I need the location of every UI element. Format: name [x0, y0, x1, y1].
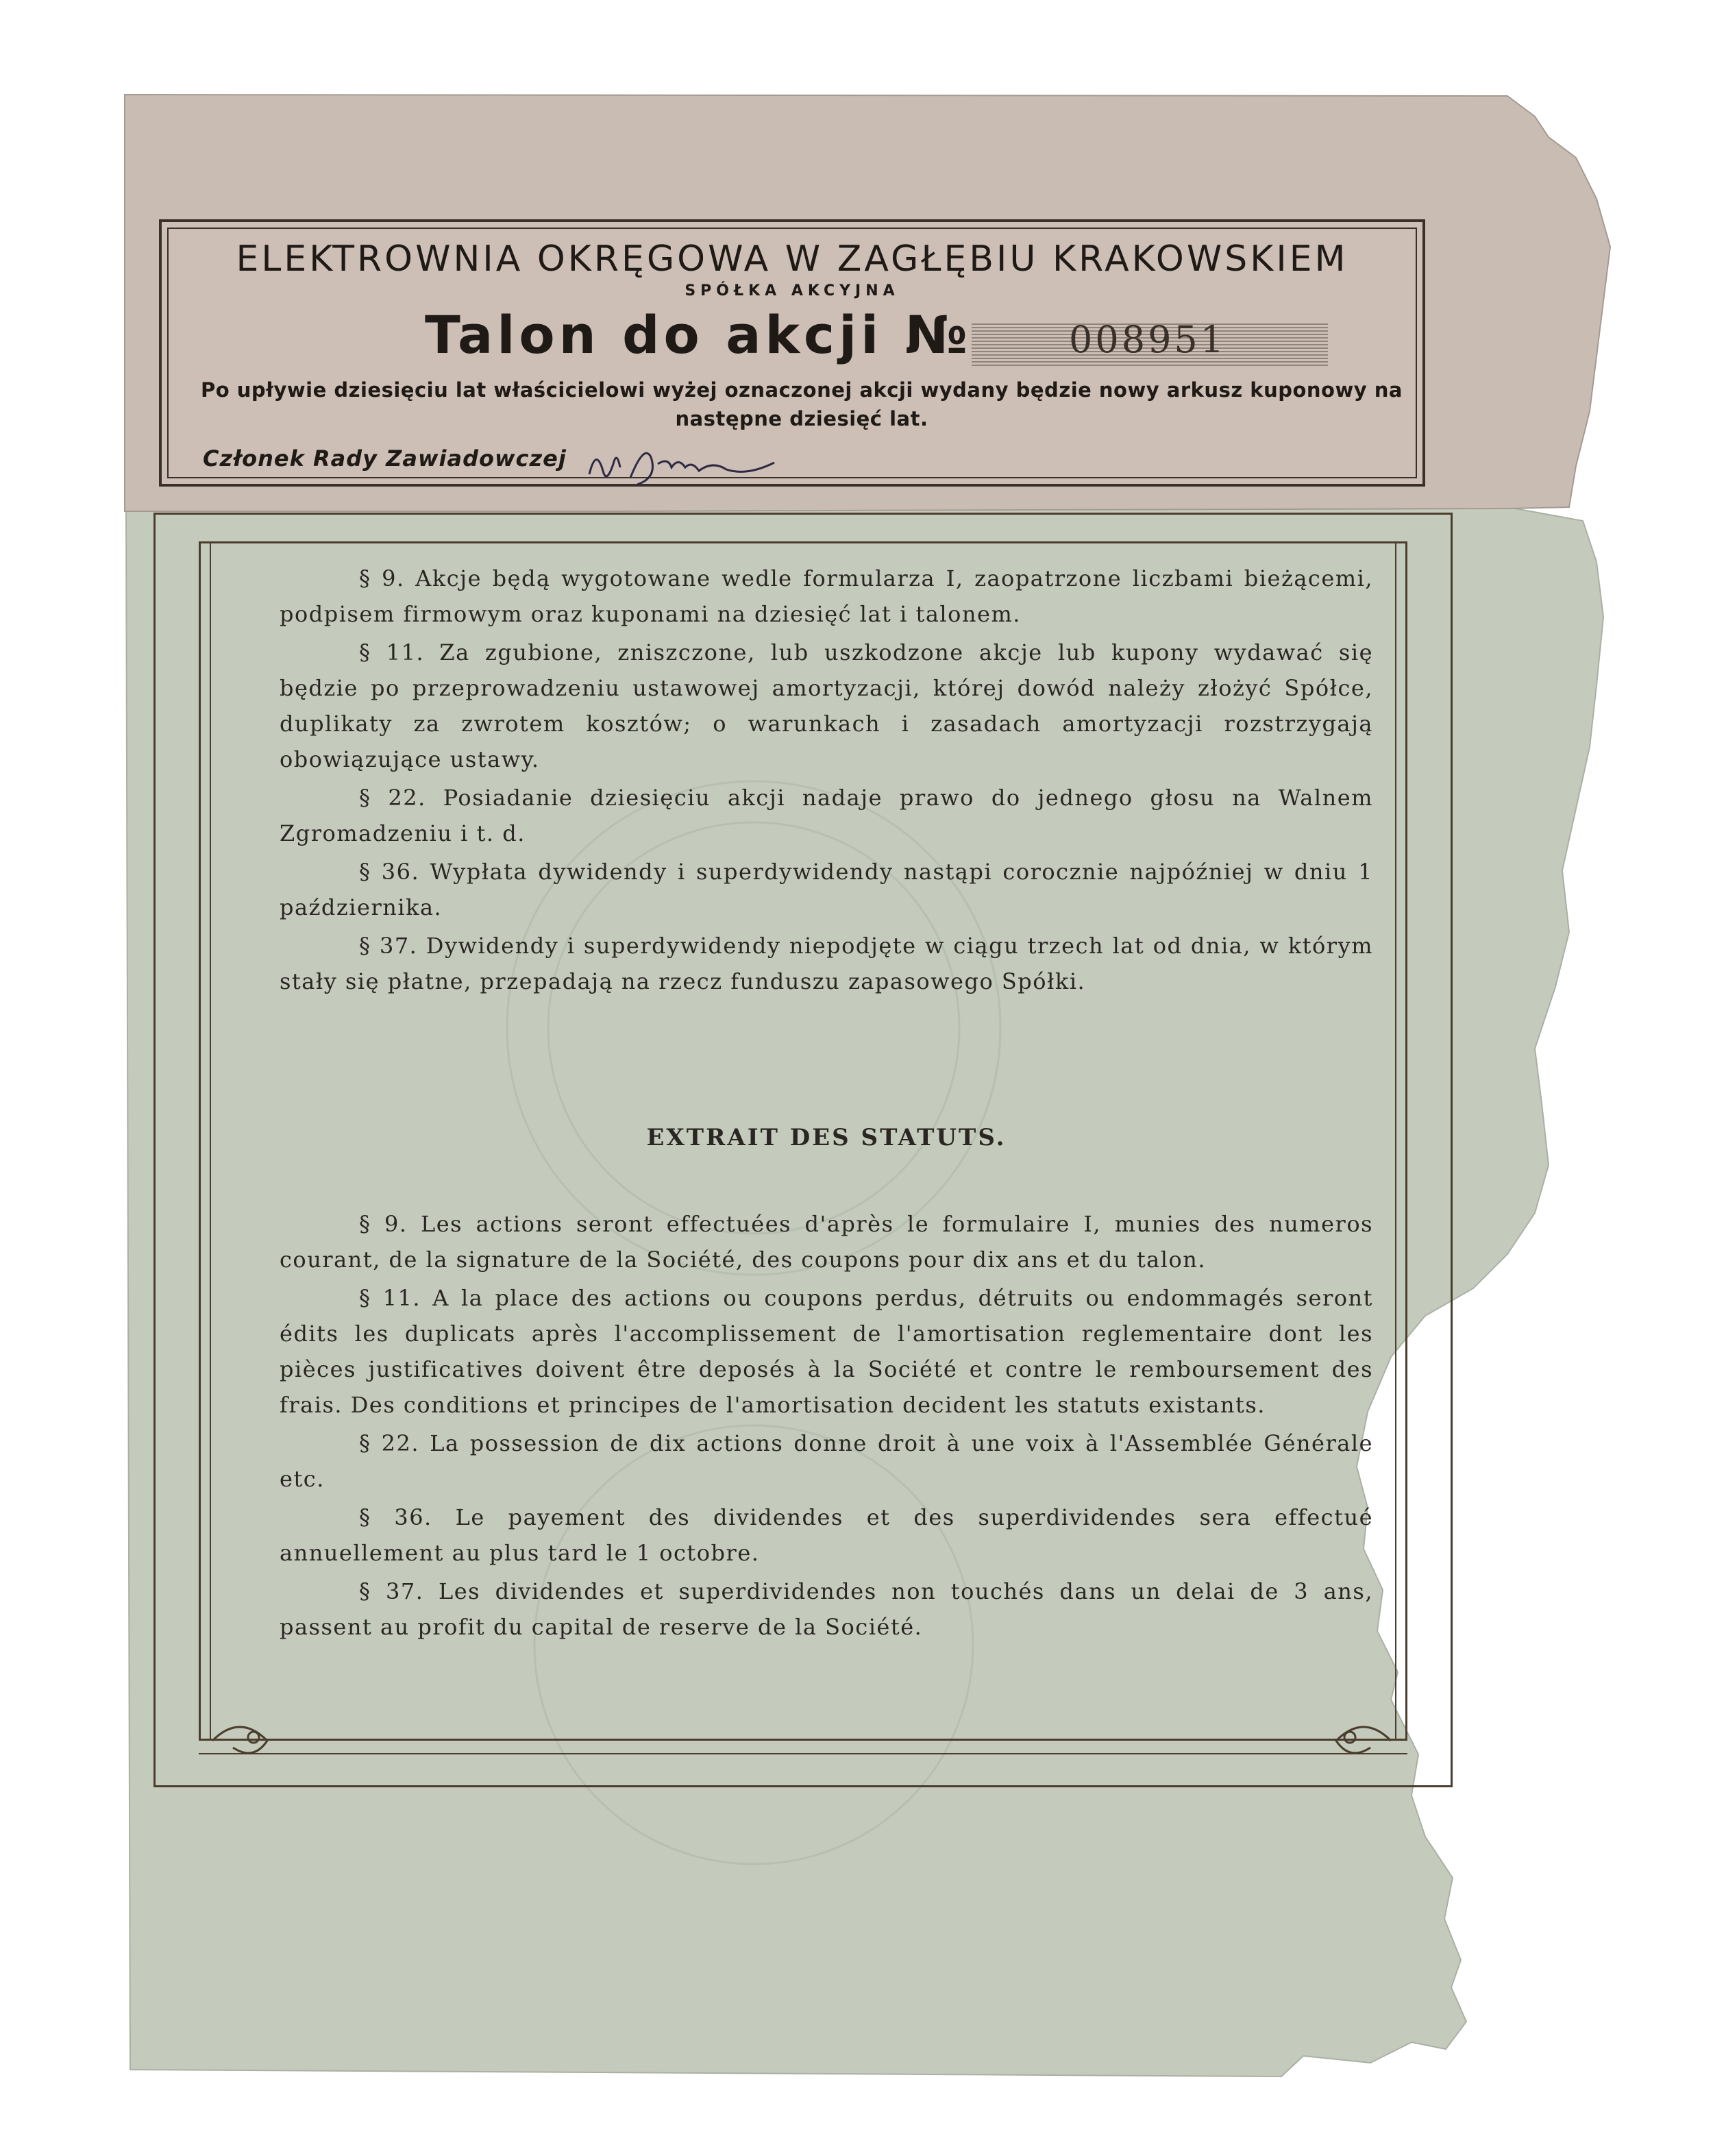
- talon-number: 008951: [1069, 318, 1227, 361]
- polish-statute-extract: [280, 561, 1373, 1002]
- company-type: SPÓŁKA AKCYJNA: [685, 282, 900, 299]
- talon-renewal-notice: Po upływie dziesięciu lat właścicielowi wyżej oznaczonej akcji wydany będzie nowy arkusz kuponowy na następne dziesięć lat.: [201, 378, 1403, 430]
- polish-paragraph-9: § 9. Akcje będą wygotowane wedle formularza I, zaopatrzone liczbami bieżącemi, podpisem firmowym oraz kuponami na dziesięć lat i talonem.: [280, 565, 1373, 627]
- polish-paragraph-11: § 11. Za zgubione, zniszczone, lub uszkodzone akcje lub kupony wydawać się będzie po przeprowadzeniu ustawowej amortyzacji, której dowód należy złożyć Spółce, duplikaty za zwrotem kosztów; o warunkach i zasadach amortyzacji rozstrzygają obowiązujące ustawy.: [280, 639, 1373, 772]
- inner-frame-right-rule: [1395, 541, 1396, 1741]
- handwritten-signature-icon: [582, 440, 802, 488]
- polish-paragraph-37: § 37. Dywidendy i superdywidendy niepodjęte w ciągu trzech lat od dnia, w którym stały się płatne, przepadają na rzecz funduszu zapasowego Spółki.: [280, 933, 1373, 994]
- french-paragraph-37: § 37. Les dividendes et superdividendes non touchés dans un delai de 3 ans, passent au profit du capital de reserve de la Société.: [280, 1578, 1373, 1640]
- inner-frame-left-rule: [210, 541, 211, 1741]
- inner-frame-bottom-rule: [199, 1753, 1407, 1754]
- talon-title: Talon do akcji №: [425, 304, 972, 365]
- french-paragraph-22: § 22. La possession de dix actions donne droit à une voix à l'Assemblée Générale etc.: [280, 1430, 1373, 1492]
- polish-paragraph-36: § 36. Wypłata dywidendy i superdywidendy nastąpi corocznie najpóźniej w dniu 1 października.: [280, 859, 1373, 920]
- french-statute-extract: [280, 1206, 1373, 1647]
- french-paragraph-9: § 9. Les actions seront effectuées d'après le formulaire I, munies des numeros courant, de la signature de la Société, des coupons pour dix ans et du talon.: [280, 1211, 1373, 1273]
- company-name: ELEKTROWNIA OKRĘGOWA W ZAGŁĘBIU KRAKOWSKIEM: [236, 238, 1348, 280]
- french-paragraph-11: § 11. A la place des actions ou coupons perdus, détruits ou endommagés seront édits les duplicats après l'accomplissement de l'amortisation reglementaire dont les pièces justificatives doivent être deposés à la Société et contre le remboursement des frais. Des conditions et principes de l'amortisation decident les statuts existants.: [280, 1285, 1373, 1418]
- board-member-label: Członek Rady Zawiadowczej: [203, 445, 567, 471]
- french-paragraph-36: § 36. Le payement des dividendes et des superdividendes sera effectué annuellement au plus tard le 1 octobre.: [280, 1504, 1373, 1566]
- french-extract-title: EXTRAIT DES STATUTS.: [646, 1124, 1007, 1151]
- polish-paragraph-22: § 22. Posiadanie dziesięciu akcji nadaje prawo do jednego głosu na Walnem Zgromadzeniu i t. d.: [280, 785, 1373, 846]
